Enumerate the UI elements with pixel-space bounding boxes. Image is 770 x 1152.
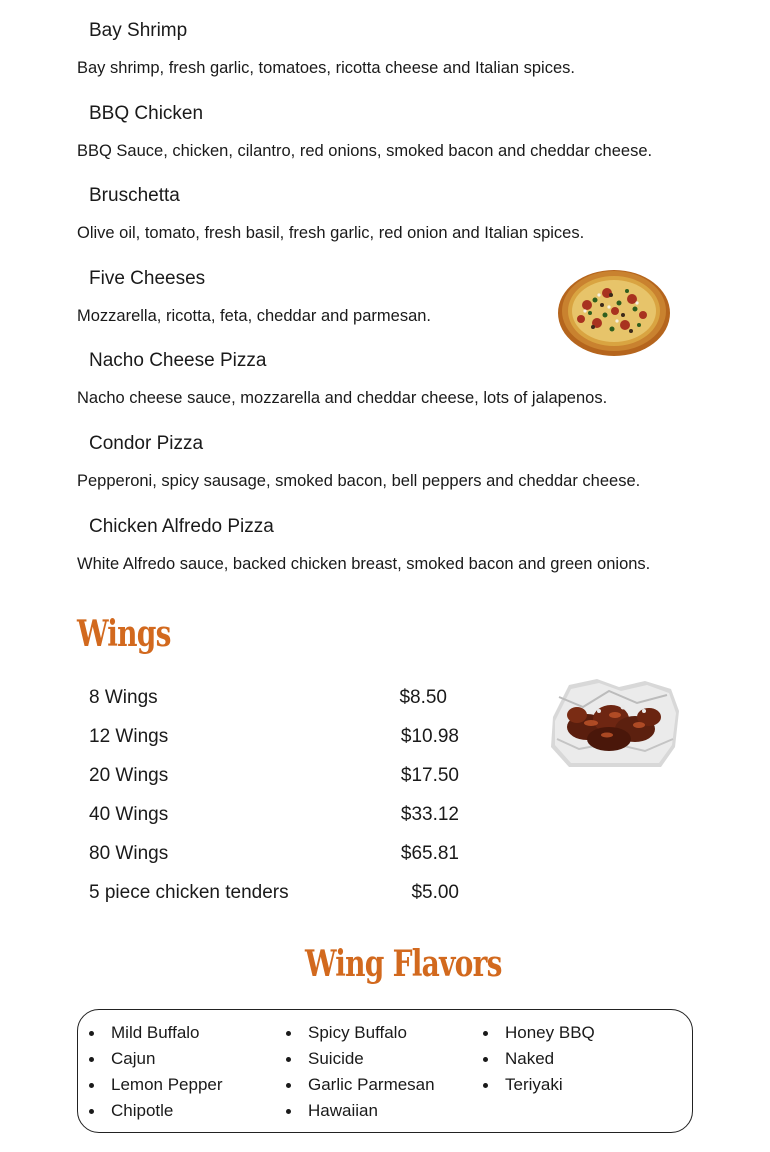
flavor-list-column-2	[275, 1020, 435, 1124]
pizza-description: White Alfredo sauce, backed chicken breast, smoked bacon and green onions.	[77, 555, 651, 573]
flavor-list-column-1	[78, 1020, 223, 1124]
wing-row	[89, 842, 459, 866]
wing-label: 20 Wings	[89, 765, 169, 786]
flavor-item: Garlic Parmesan	[275, 1072, 435, 1098]
flavor-item: Teriyaki	[472, 1072, 595, 1098]
pizza-image	[557, 265, 671, 357]
flavor-item: Mild Buffalo	[78, 1020, 223, 1046]
wing-label: 12 Wings	[89, 726, 169, 747]
flavor-item: Cajun	[78, 1046, 223, 1072]
pizza-name: Condor Pizza	[89, 433, 204, 454]
flavor-item: Suicide	[275, 1046, 435, 1072]
pizza-name: Bruschetta	[89, 185, 180, 206]
wing-row	[89, 764, 459, 788]
wing-row	[89, 881, 459, 905]
wing-row	[89, 725, 459, 749]
wing-price: $10.98	[400, 726, 459, 747]
flavor-item: Spicy Buffalo	[275, 1020, 435, 1046]
flavor-list-column-3	[472, 1020, 595, 1098]
pizza-description: BBQ Sauce, chicken, cilantro, red onions, smoked bacon and cheddar cheese.	[77, 142, 653, 160]
wing-price: $5.00	[411, 882, 459, 903]
pizza-name: Five Cheeses	[89, 268, 206, 289]
flavor-item: Naked	[472, 1046, 595, 1072]
wing-label: 5 piece chicken tenders	[89, 882, 289, 903]
wing-label: 8 Wings	[89, 687, 158, 708]
wing-label: 40 Wings	[89, 804, 169, 825]
wing-label: 80 Wings	[89, 843, 169, 864]
flavor-item: Honey BBQ	[472, 1020, 595, 1046]
pizza-name: BBQ Chicken	[89, 103, 204, 124]
wing-price: $17.50	[400, 765, 459, 786]
pizza-name: Bay Shrimp	[89, 20, 188, 41]
pizza-name: Nacho Cheese Pizza	[89, 350, 267, 371]
flavor-item: Chipotle	[78, 1098, 223, 1124]
pizza-description: Olive oil, tomato, fresh basil, fresh garlic, red onion and Italian spices.	[77, 224, 585, 242]
pizza-description: Mozzarella, ricotta, feta, cheddar and parmesan.	[77, 307, 432, 325]
flavor-item: Lemon Pepper	[78, 1072, 223, 1098]
pizza-description: Bay shrimp, fresh garlic, tomatoes, ricotta cheese and Italian spices.	[77, 59, 575, 77]
wing-price: $8.50	[399, 687, 447, 708]
wing-price: $65.81	[400, 843, 459, 864]
pizza-name: Chicken Alfredo Pizza	[89, 516, 274, 537]
pizza-description: Nacho cheese sauce, mozzarella and cheddar cheese, lots of jalapenos.	[77, 389, 608, 407]
wing-price: $33.12	[400, 804, 459, 825]
wing-row	[89, 686, 459, 710]
pizza-description: Pepperoni, spicy sausage, smoked bacon, bell peppers and cheddar cheese.	[77, 472, 641, 490]
wing-flavors-box	[77, 1009, 693, 1133]
wing-flavors-heading: Wing Flavors	[305, 943, 502, 985]
flavor-item: Hawaiian	[275, 1098, 435, 1124]
wings-heading: Wings	[77, 613, 171, 655]
wings-image	[549, 677, 681, 770]
wing-row	[89, 803, 459, 827]
